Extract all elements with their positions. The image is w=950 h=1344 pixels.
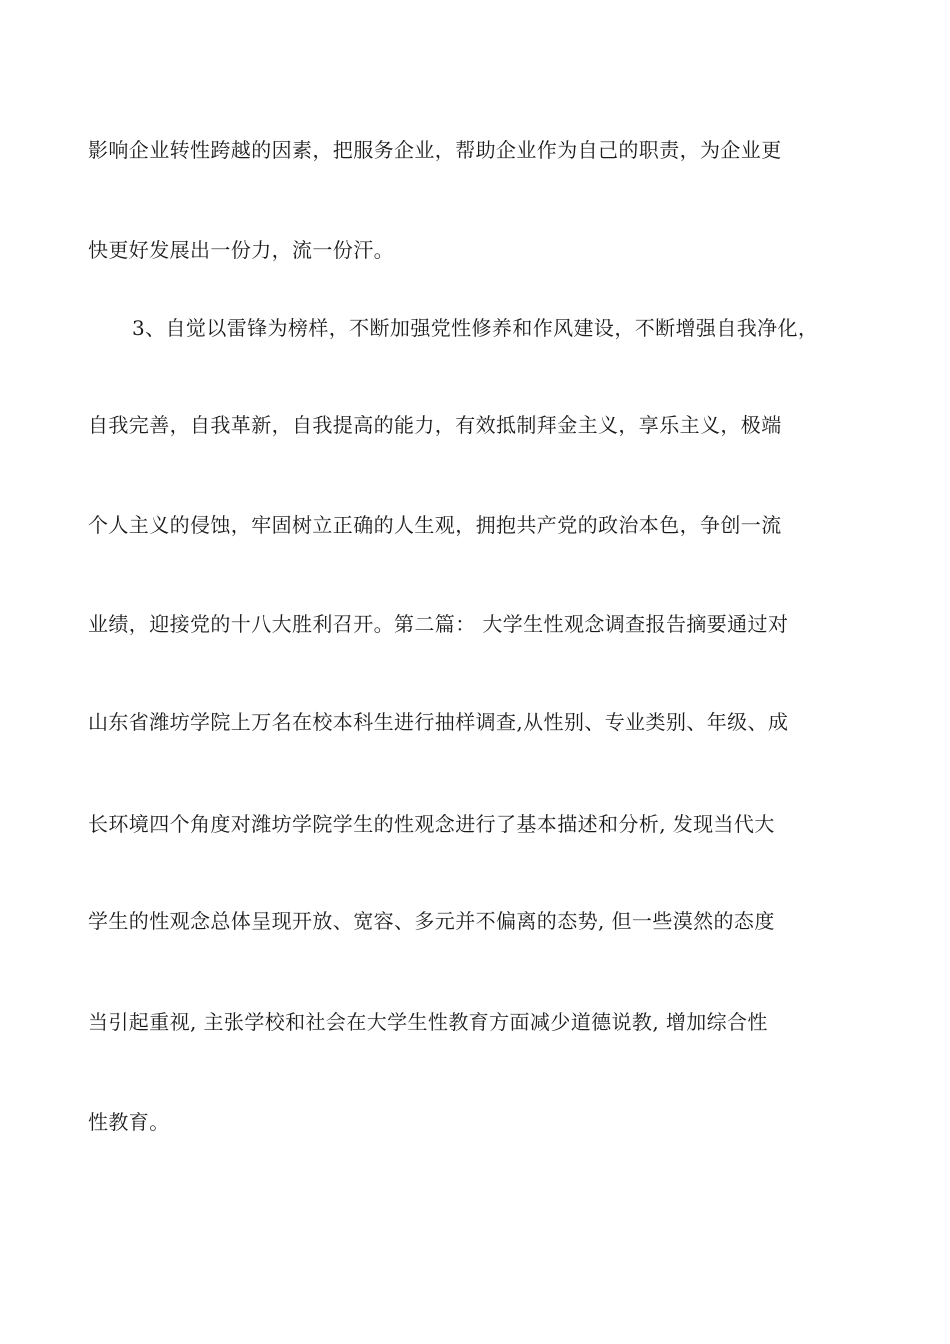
- text-line-5: 个人主义的侵蚀，牢固树立正确的人生观，拥抱共产党的政治本色，争创一流: [88, 513, 782, 537]
- text-line-6: 业绩，迎接党的十八大胜利召开。第二篇： 大学生性观念调查报告摘要通过对: [88, 612, 789, 636]
- text-line-2: 快更好发展出一份力，流一份汗。: [88, 238, 394, 262]
- text-line-3: 3、自觉以雷锋为榜样，不断加强党性修养和作风建设，不断增强自我净化，: [132, 316, 819, 340]
- text-line-9: 学生的性观念总体呈现开放、宽容、多元并不偏离的态势, 但一些漠然的态度: [88, 909, 775, 933]
- text-line-4: 自我完善，自我革新，自我提高的能力，有效抵制拜金主义，享乐主义，极端: [88, 413, 782, 437]
- text-line-11: 性教育。: [88, 1110, 170, 1134]
- text-line-7: 山东省潍坊学院上万名在校本科生进行抽样调查,从性别、专业类别、年级、成: [88, 710, 789, 734]
- text-line-8: 长环境四个角度对潍坊学院学生的性观念进行了基本描述和分析, 发现当代大: [88, 812, 775, 836]
- text-line-10: 当引起重视, 主张学校和社会在大学生性教育方面减少道德说教, 增加综合性: [88, 1010, 768, 1034]
- text-line-1: 影响企业转性跨越的因素，把服务企业，帮助企业作为自己的职责，为企业更: [88, 138, 782, 162]
